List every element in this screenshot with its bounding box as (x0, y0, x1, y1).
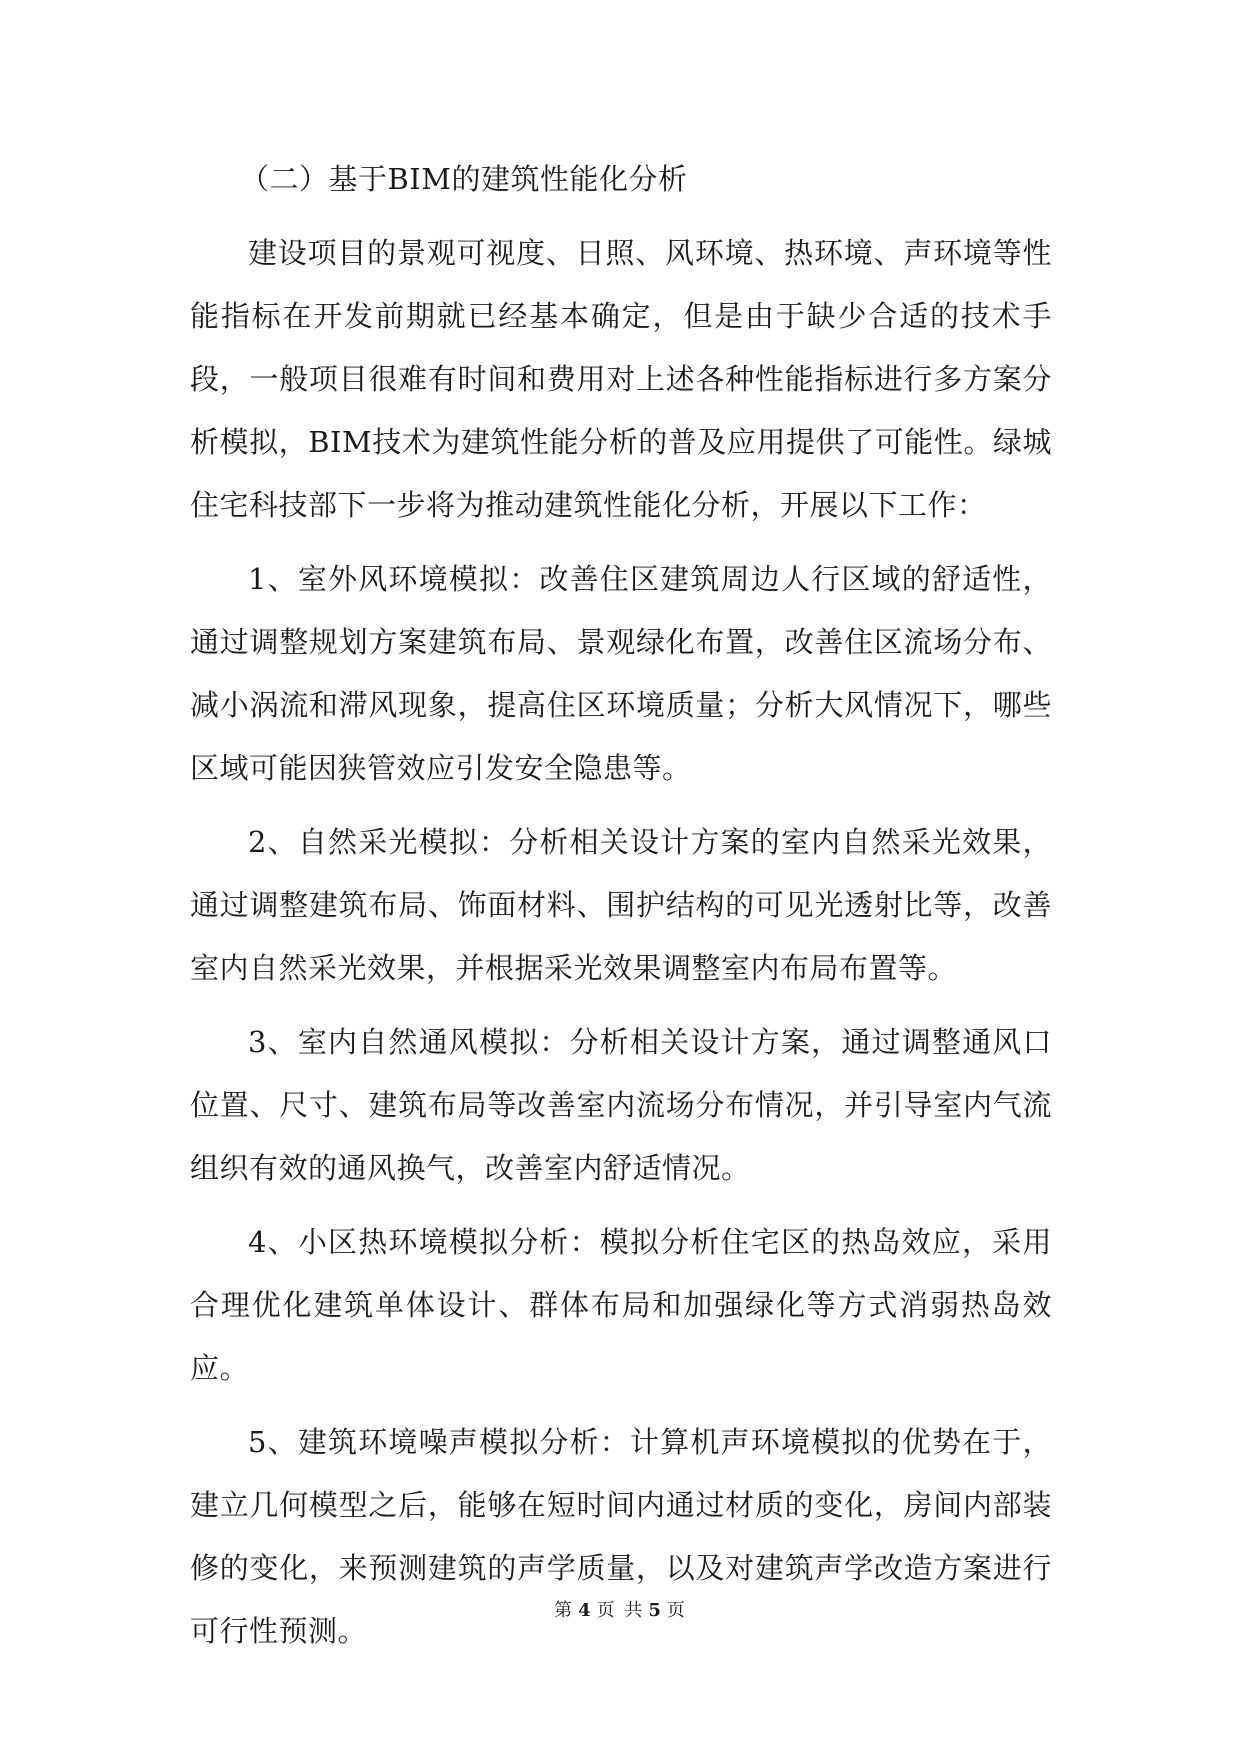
document-body (190, 148, 1052, 1663)
paragraph-item-5: 5、建筑环境噪声模拟分析：计算机声环境模拟的优势在于，建立几何模型之后，能够在短时间内通过材质的变化，房间内部装修的变化，来预测建筑的声学质量，以及对建筑声学改造方案进行可行性预测。 (190, 1425, 1052, 1648)
paragraph-item-2: 2、自然采光模拟：分析相关设计方案的室内自然采光效果，通过调整建筑布局、饰面材料、围护结构的可见光透射比等，改善室内自然采光效果，并根据采光效果调整室内布局布置等。 (190, 825, 1052, 985)
total-pages-number: 5 (648, 1600, 663, 1621)
paragraph-item-3: 3、室内自然通风模拟：分析相关设计方案，通过调整通风口位置、尺寸、建筑布局等改善室内流场分布情况，并引导室内气流组织有效的通风换气，改善室内舒适情况。 (190, 1025, 1052, 1185)
footer-suffix: 页 (666, 1600, 687, 1621)
paragraph-gap (190, 1200, 1052, 1211)
paragraph-intro: 建设项目的景观可视度、日照、风环境、热环境、声环境等性能指标在开发前期就已经基本确定，但是由于缺少合适的技术手段，一般项目很难有时间和费用对上述各种性能指标进行多方案分析模拟，BIM技术为建筑性能分析的普及应用提供了可能性。绿城住宅科技部下一步将为推动建筑性能化分析，开展以下工作： (190, 236, 1052, 522)
footer-middle: 页 共 (596, 1600, 645, 1621)
paragraph-gap (190, 1000, 1052, 1011)
current-page-number: 4 (578, 1600, 593, 1621)
paragraph-gap (190, 1400, 1052, 1411)
section-heading: （二）基于BIM的建筑性能化分析 (240, 162, 688, 196)
footer-prefix: 第 (554, 1600, 575, 1621)
page-footer (0, 1596, 1241, 1622)
paragraph-item-1: 1、室外风环境模拟：改善住区建筑周边人行区域的舒适性，通过调整规划方案建筑布局、景观绿化布置，改善住区流场分布、减小涡流和滞风现象，提高住区环境质量；分析大风情况下，哪些区域可能因狭管效应引发安全隐患等。 (190, 562, 1052, 785)
paragraph-gap (190, 537, 1052, 548)
paragraph-gap (190, 800, 1052, 811)
paragraph-item-4: 4、小区热环境模拟分析：模拟分析住宅区的热岛效应，采用合理优化建筑单体设计、群体布局和加强绿化等方式消弱热岛效应。 (190, 1225, 1052, 1385)
